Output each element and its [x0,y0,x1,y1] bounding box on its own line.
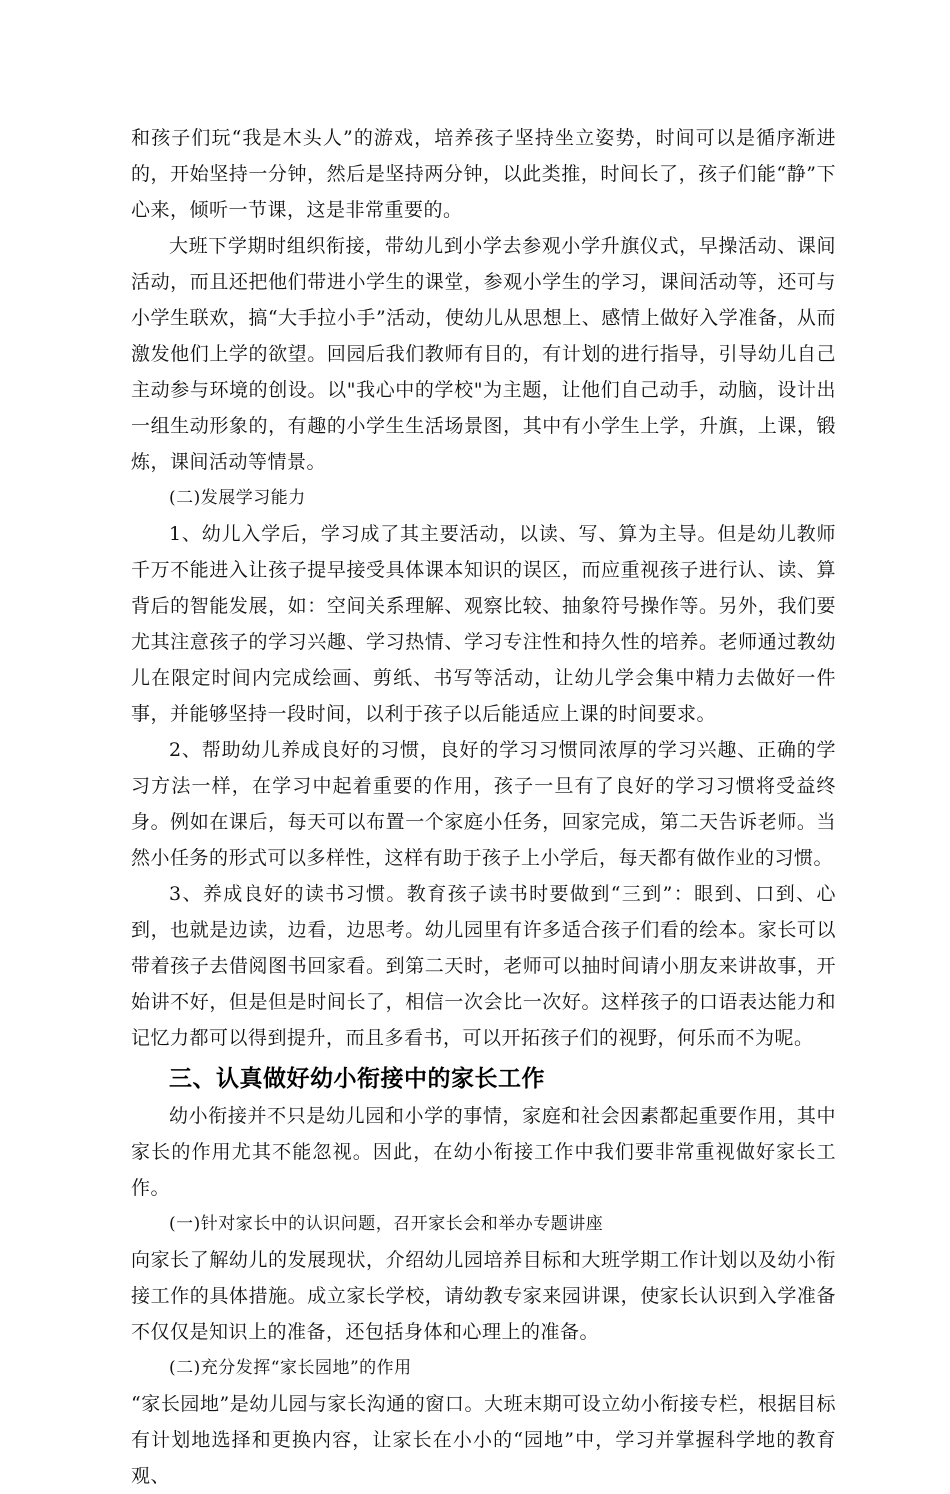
subheading-parent-meetings: (一)针对家长中的认识问题，召开家长会和举办专题讲座 [169,1214,604,1234]
section-heading-parent-work: 三、认真做好幼小衔接中的家长工作 [169,1066,545,1092]
paragraph-point-1: 1、幼儿入学后，学习成了其主要活动，以读、写、算为主导。但是幼儿教师千万不能进入让孩子提早接受具体课本知识的误区，而应重视孩子进行认、读、算背后的智能发展，如：空间关系理解、观察比较、抽象符号操作等。另外，我们要尤其注意孩子的学习兴趣、学习热情、学习专注性和持久性的培养。老师通过教幼儿在限定时间内完成绘画、剪纸、书写等活动，让幼儿学会集中精力去做好一件事，并能够坚持一段时间，以利于孩子以后能适应上课的时间要求。 [131,523,836,725]
paragraph-parent-intro: 幼小衔接并不只是幼儿园和小学的事情，家庭和社会因素都起重要作用，其中家长的作用尤其不能忽视。因此，在幼小衔接工作中我们要非常重视做好家长工作。 [131,1105,836,1199]
document-body [131,120,836,1494]
paragraph-point-2: 2、帮助幼儿养成良好的习惯，良好的学习习惯同浓厚的学习兴趣、正确的学习方法一样，在学习中起着重要的作用，孩子一旦有了良好的学习习惯将受益终身。例如在课后，每天可以布置一个家庭小任务，回家完成，第二天告诉老师。当然小任务的形式可以多样性，这样有助于孩子上小学后，每天都有做作业的习惯。 [131,739,836,869]
paragraph-parent-meetings: 向家长了解幼儿的发展现状，介绍幼儿园培养目标和大班学期工作计划以及幼小衔接工作的具体措施。成立家长学校，请幼教专家来园讲课，使家长认识到入学准备不仅仅是知识上的准备，还包括身体和心理上的准备。 [131,1249,836,1343]
subheading-learning-ability: (二)发展学习能力 [169,488,306,508]
paragraph-parent-garden: “家长园地”是幼儿园与家长沟通的窗口。大班末期可设立幼小衔接专栏，根据目标有计划地选择和更换内容，让家长在小小的“园地”中，学习并掌握科学地的教育观、 [131,1393,836,1487]
paragraph-continuation: 和孩子们玩“我是木头人”的游戏，培养孩子坚持坐立姿势，时间可以是循序渐进的，开始坚持一分钟，然后是坚持两分钟，以此类推，时间长了，孩子们能“静”下心来，倾听一节课，这是非常重要的。 [131,127,836,221]
subheading-parent-garden: (二)充分发挥“家长园地”的作用 [169,1358,412,1378]
paragraph-school-visit: 大班下学期时组织衔接，带幼儿到小学去参观小学升旗仪式，早操活动、课间活动，而且还把他们带进小学生的课堂，参观小学生的学习，课间活动等，还可与小学生联欢，搞“大手拉小手”活动，使幼儿从思想上、感情上做好入学准备，从而激发他们上学的欲望。回园后我们教师有目的，有计划的进行指导，引导幼儿自己主动参与环境的创设。以"我心中的学校"为主题，让他们自己动手，动脑，设计出一组生动形象的，有趣的小学生生活场景图，其中有小学生上学，升旗，上课，锻炼，课间活动等情景。 [131,235,836,473]
paragraph-point-3: 3、养成良好的读书习惯。教育孩子读书时要做到“三到”：眼到、口到、心到，也就是边读，边看，边思考。幼儿园里有许多适合孩子们看的绘本。家长可以带着孩子去借阅图书回家看。到第二天时，老师可以抽时间请小朋友来讲故事，开始讲不好，但是但是时间长了，相信一次会比一次好。这样孩子的口语表达能力和记忆力都可以得到提升，而且多看书，可以开拓孩子们的视野，何乐而不为呢。 [131,883,836,1049]
